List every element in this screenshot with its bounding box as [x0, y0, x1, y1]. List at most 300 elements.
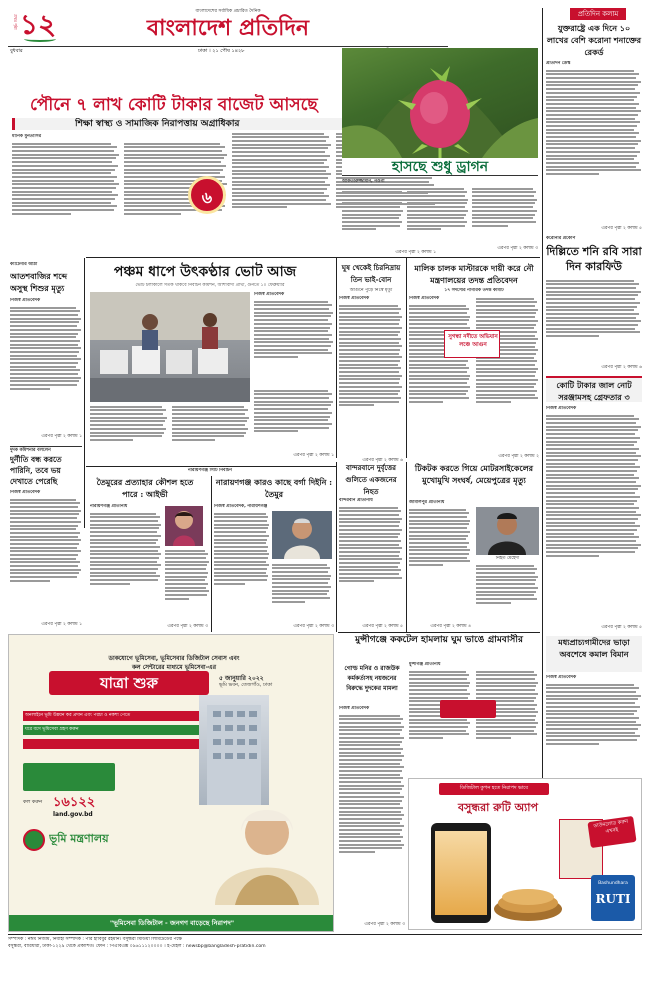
text-line: [232, 199, 326, 201]
ruti-ad[interactable]: [408, 778, 642, 930]
text-line: [339, 796, 404, 798]
text-line: [342, 206, 400, 208]
text-line: [254, 301, 328, 303]
text-line: [90, 550, 158, 552]
text-line: [254, 356, 298, 358]
text-line: [407, 228, 441, 230]
anniversary-swoosh: [24, 36, 56, 42]
band-vrule-5: [406, 462, 407, 632]
text-line: [339, 580, 374, 582]
text-line: [10, 329, 81, 331]
text-line: [10, 388, 50, 390]
land-ad-strip-2: [23, 725, 203, 735]
text-line: [409, 538, 466, 540]
text-line: [476, 722, 538, 724]
text-line: [342, 191, 402, 193]
text-line: [546, 536, 639, 538]
text-line: [339, 822, 400, 824]
sidebar-story3-byline: নিজস্ব প্রতিবেদক: [546, 406, 577, 411]
text-line: [339, 573, 399, 575]
sidebar-story1-continued: এরপর পৃষ্ঠা ২ কলাম ৫: [601, 226, 642, 231]
text-line: [409, 697, 468, 699]
text-line: [339, 401, 399, 403]
text-line: [476, 689, 535, 691]
text-line: [12, 176, 117, 178]
photo-body-col2: [407, 186, 469, 252]
land-ad-banner: [49, 671, 209, 695]
text-line: [339, 792, 400, 794]
text-line: [339, 319, 400, 321]
text-line: [12, 194, 118, 196]
text-line: [339, 397, 401, 399]
text-line: [339, 323, 399, 325]
sidebar-story4-headline: [546, 636, 642, 672]
text-line: [10, 554, 78, 556]
text-line: [546, 162, 639, 164]
text-line: [546, 551, 635, 553]
text-line: [90, 568, 158, 570]
text-line: [254, 323, 332, 325]
text-line: [90, 564, 161, 566]
lead-subhead: শিক্ষা স্বাস্থ্য ও সামাজিক নিরাপত্তায় অগ্রাধিকার: [75, 119, 240, 129]
ruti-ad-header-text: ডিজিটাল কুপন হতে নিরাপদ ভাবে: [459, 785, 529, 791]
text-line: [254, 404, 331, 406]
text-line: [10, 539, 81, 541]
election-body-col1: [254, 299, 334, 385]
text-line: [214, 564, 269, 566]
text-line: [476, 685, 536, 687]
text-line: [339, 803, 400, 805]
text-line: [12, 205, 117, 207]
text-line: [339, 510, 401, 512]
text-line: [254, 390, 328, 392]
text-line: [546, 463, 635, 465]
taimur-portrait: [272, 511, 332, 559]
text-line: [165, 587, 206, 589]
text-line: [472, 217, 533, 219]
text-line: [476, 591, 536, 593]
text-line: [214, 527, 268, 529]
text-line: [90, 424, 163, 426]
text-line: [90, 413, 163, 415]
text-line: [472, 225, 508, 227]
text-line: [476, 674, 537, 676]
text-line: [90, 435, 162, 437]
lead-body-col1: [12, 141, 120, 249]
band-rule-top: [86, 257, 540, 258]
narayanganj-headline-2: [214, 476, 334, 504]
text-line: [272, 582, 328, 584]
band-rule-3: [338, 632, 540, 633]
land-ad-cta: [23, 763, 115, 791]
land-ad[interactable]: [8, 634, 334, 932]
lead-byline: মানিক মুনতাসির: [12, 134, 42, 139]
text-line: [476, 682, 538, 684]
text-line: [546, 92, 640, 94]
text-line: [90, 417, 167, 419]
text-line: [546, 103, 639, 105]
text-line: [546, 547, 638, 549]
sidebar-story1-body: [546, 68, 642, 224]
text-line: [90, 439, 133, 441]
text-line: [409, 390, 468, 392]
sidebar-story1-byline: প্রতিদিন ডেস্ক: [546, 61, 571, 66]
text-line: [409, 685, 469, 687]
text-line: [476, 316, 535, 318]
text-line: [409, 560, 470, 562]
lead-badge-number: ৬: [201, 188, 213, 207]
text-line: [12, 180, 114, 182]
text-line: [407, 199, 468, 201]
text-line: [546, 540, 636, 542]
text-line: [546, 114, 638, 116]
text-line: [546, 533, 634, 535]
text-line: [546, 684, 634, 686]
text-line: [254, 334, 332, 336]
land-ad-portrait-illustration: [205, 785, 329, 905]
ruti-ad-phone-screen: [435, 831, 487, 915]
text-line: [546, 522, 635, 524]
teacher-body-col2: [476, 296, 539, 453]
text-line: [339, 507, 398, 509]
text-line: [339, 338, 401, 340]
munshiganj-inset: [440, 700, 496, 718]
corruption-continued: এরপর পৃষ্ঠা ২ কলাম ৬: [362, 458, 403, 463]
text-line: [546, 331, 640, 333]
text-line: [124, 172, 220, 174]
text-line: [409, 546, 467, 548]
munshiganj-body-col2: [476, 669, 539, 773]
text-line: [546, 110, 641, 112]
text-line: [476, 301, 537, 303]
photo-byline: আকতারুজ্জামান, নওগাঁ: [342, 179, 385, 184]
text-line: [546, 302, 640, 304]
text-line: [10, 550, 81, 552]
text-line: [10, 347, 81, 349]
text-line: [546, 717, 639, 719]
text-line: [339, 371, 399, 373]
text-line: [339, 386, 402, 388]
text-line: [546, 698, 638, 700]
gold-byline: নিজস্ব প্রতিবেদক: [339, 706, 370, 711]
text-line: [339, 569, 401, 571]
text-line: [546, 415, 634, 417]
text-line: [476, 693, 538, 695]
text-line: [472, 221, 536, 223]
text-line: [10, 580, 50, 582]
narayanganj-byline-1: নারায়ণগঞ্জ প্রতিনিধি: [90, 504, 128, 509]
text-line: [409, 316, 470, 318]
page-label: প্রথম পৃষ্ঠা: [13, 14, 18, 30]
text-line: [476, 594, 534, 596]
land-ad-web[interactable]: land.gov.bd: [53, 811, 93, 818]
text-line: [546, 492, 635, 494]
text-line: [10, 532, 80, 534]
text-line: [339, 840, 401, 842]
text-line: [10, 321, 79, 323]
text-line: [339, 342, 399, 344]
text-line: [90, 546, 160, 548]
text-line: [339, 766, 404, 768]
text-line: [232, 162, 324, 164]
accident-photo-caption: নিহত মেহেদী: [495, 556, 520, 561]
text-line: [232, 203, 331, 205]
text-line: [165, 576, 207, 578]
text-line: [339, 807, 403, 809]
text-line: [10, 384, 77, 386]
text-line: [90, 572, 156, 574]
land-ad-strip-1: [23, 711, 203, 721]
text-line: [339, 833, 400, 835]
text-line: [476, 309, 538, 311]
text-line: [214, 583, 245, 585]
text-line: [546, 739, 637, 741]
text-line: [476, 394, 535, 396]
election-headline: পঞ্চম ধাপে উৎকণ্ঠার ভোট আজ: [113, 264, 297, 280]
sidebar-story2-body: [546, 278, 642, 364]
text-line: [339, 562, 400, 564]
text-line: [546, 173, 599, 175]
text-line: [10, 325, 77, 327]
text-line: [339, 533, 400, 535]
masthead-tagline: বাংলাদেশের সর্বাধিক প্রচারিত দৈনিক: [195, 9, 261, 14]
text-line: [232, 159, 327, 161]
flood-headline-text: বান্দরবানে দুর্বৃত্তের গুলিতে একজনের নিহত: [345, 463, 397, 496]
sidebar-story2-continued: এরপর পৃষ্ঠা ২ কলাম ৬: [601, 365, 642, 370]
text-line: [409, 509, 466, 511]
accident-photo-illustration: [476, 507, 539, 555]
text-line: [10, 506, 78, 508]
text-line: [254, 327, 330, 329]
photo-body-col3: [472, 186, 538, 246]
text-line: [409, 375, 470, 377]
text-line: [476, 572, 535, 574]
text-line: [546, 70, 634, 72]
election-photo: [90, 292, 250, 402]
text-line: [172, 424, 245, 426]
text-line: [10, 561, 80, 563]
narayanganj-continued-1: এরপর পৃষ্ঠা ২ কলাম ৩: [167, 624, 208, 629]
sidebar-story3-headline: [546, 379, 642, 403]
text-line: [339, 375, 402, 377]
ruti-ad-header: [439, 783, 549, 795]
text-line: [90, 557, 159, 559]
text-line: [546, 143, 638, 145]
text-line: [254, 430, 298, 432]
text-line: [10, 528, 76, 530]
text-line: [409, 523, 469, 525]
text-line: [339, 334, 398, 336]
dateline-bn: ঢাকা । ২১ পৌষ ১৪২৮: [198, 48, 245, 54]
text-line: [407, 221, 467, 223]
text-line: [254, 315, 331, 317]
text-line: [546, 724, 641, 726]
text-line: [12, 198, 115, 200]
text-line: [90, 542, 156, 544]
corruption-subhead: আগুনে পুড়ে নিঃস্ব মৃত্যু: [349, 288, 393, 293]
text-line: [546, 728, 638, 730]
text-line: [165, 583, 208, 585]
land-ad-emblem: [23, 829, 45, 851]
text-line: [165, 568, 206, 570]
land-ad-venue: ভূমি ভবন, তেজগাঁও, ঢাকা: [219, 682, 273, 688]
text-line: [10, 358, 81, 360]
text-line: [339, 404, 374, 406]
text-line: [409, 557, 467, 559]
sidebar-story2-headline-text: দিল্লিতে শনি রবি সারা দিন কারফিউ: [546, 245, 642, 273]
text-line: [546, 317, 636, 319]
narayanganj-body-2b: [272, 562, 332, 622]
text-line: [272, 564, 327, 566]
text-line: [409, 722, 470, 724]
text-line: [10, 502, 80, 504]
text-line: [546, 732, 635, 734]
text-line: [90, 524, 161, 526]
text-line: [476, 568, 537, 570]
text-line: [339, 305, 398, 307]
text-line: [546, 706, 640, 708]
text-line: [409, 512, 469, 514]
munshiganj-headline-text: মুন্সীগঞ্জে ককটেল হামলায় ঘুম ভাঙে গ্রামবাসীর: [355, 635, 523, 645]
teacher-byline: নিজস্ব প্রতিবেদক: [409, 296, 440, 301]
text-line: [214, 568, 267, 570]
text-line: [90, 409, 166, 411]
text-line: [339, 349, 400, 351]
text-line: [407, 206, 465, 208]
text-line: [90, 561, 157, 563]
sidebar-story4-headline-text: মধ্যপ্রাচ্যগামীদের ভাড়া অবশেষে কমাল বিমান: [558, 637, 630, 659]
text-line: [339, 521, 400, 523]
text-line: [546, 84, 638, 86]
text-line: [546, 433, 635, 435]
ruti-ad-logo-product: RUTI: [595, 892, 631, 906]
text-line: [339, 847, 402, 849]
photo-headline-bar: [342, 158, 538, 176]
text-line: [476, 579, 536, 581]
text-line: [254, 345, 331, 347]
sidebar-story1-headline: [546, 22, 642, 58]
ruti-ad-download-button[interactable]: [587, 816, 636, 848]
text-line: [214, 561, 266, 563]
text-line: [409, 378, 469, 380]
accident-photo: [476, 507, 539, 555]
text-line: [90, 513, 156, 515]
text-line: [546, 107, 636, 109]
text-line: [339, 748, 403, 750]
text-line: [90, 579, 158, 581]
text-line: [342, 210, 403, 212]
ivy-portrait-illustration: [165, 506, 203, 546]
text-line: [546, 166, 636, 168]
text-line: [12, 165, 118, 167]
text-line: [546, 485, 641, 487]
text-line: [90, 420, 165, 422]
ivy-portrait: [165, 506, 203, 546]
election-body-col3: [172, 404, 250, 458]
text-line: [546, 488, 638, 490]
text-line: [339, 818, 402, 820]
text-line: [214, 579, 267, 581]
left-col-divider: [84, 258, 85, 528]
text-line: [232, 195, 329, 197]
sidebar-story2-headline: [546, 244, 642, 274]
text-line: [546, 555, 599, 557]
text-line: [339, 327, 402, 329]
text-line: [546, 169, 641, 171]
narayanganj-headline-2-text: নারায়ণগঞ্জ কারও কাছে বর্গা দিইনি : তৈমুর: [215, 477, 333, 499]
text-line: [272, 597, 330, 599]
narayanganj-body-2a: [214, 511, 270, 623]
text-line: [254, 341, 333, 343]
text-line: [476, 320, 538, 322]
text-line: [339, 829, 402, 831]
text-line: [232, 170, 326, 172]
text-line: [10, 558, 76, 560]
text-line: [546, 147, 635, 149]
text-line: [90, 406, 162, 408]
text-line: [339, 844, 404, 846]
text-line: [546, 426, 641, 428]
text-line: [342, 195, 400, 197]
text-line: [339, 316, 402, 318]
text-line: [254, 308, 329, 310]
text-line: [272, 571, 328, 573]
text-line: [546, 324, 638, 326]
text-line: [476, 386, 534, 388]
text-line: [409, 520, 470, 522]
text-line: [409, 719, 467, 721]
text-line: [10, 340, 80, 342]
text-line: [546, 96, 637, 98]
text-line: [254, 419, 328, 421]
text-line: [546, 73, 639, 75]
left-kicker: ক্যাটেগরি আঠা: [10, 262, 38, 267]
text-line: [409, 553, 469, 555]
text-line: [214, 535, 269, 537]
text-line: [339, 788, 402, 790]
text-line: [476, 397, 538, 399]
footer-line-2: বসুন্ধরা, বারিধারা, ঢাকা-১২২৯ থেকে প্রকাশিত। ফোন : পিএবিএক্স ০৯৬১১১২০০০০ । ই-মেইল : newsbp@bangladesh-pratidin.com: [8, 944, 266, 949]
text-line: [272, 593, 327, 595]
text-line: [476, 305, 535, 307]
text-line: [10, 517, 77, 519]
land-ad-strip-2-text: ঘরে বসে ভূমিসেবা গ্রহণ করুন: [25, 727, 79, 732]
text-line: [339, 529, 402, 531]
text-line: [546, 470, 637, 472]
text-line: [409, 305, 466, 307]
text-line: [339, 763, 400, 765]
text-line: [342, 214, 401, 216]
photo-continued: এরপর পৃষ্ঠা ২ কলাম ৩: [497, 246, 538, 251]
masthead-title: বাংলাদেশ প্রতিদিন: [146, 15, 310, 41]
text-line: [10, 547, 77, 549]
text-line: [214, 575, 268, 577]
text-line: [546, 320, 641, 322]
band-vrule-1: [336, 258, 337, 458]
dragon-fruit-illustration: [342, 48, 538, 158]
text-line: [342, 217, 399, 219]
text-line: [10, 521, 81, 523]
text-line: [546, 514, 641, 516]
text-line: [90, 527, 159, 529]
text-line: [165, 553, 208, 555]
text-line: [10, 344, 78, 346]
text-line: [339, 726, 404, 728]
dateline-day: বুধবার: [10, 48, 23, 54]
sidebar-story3-continued: এরপর পৃষ্ঠা ২ কলাম ৫: [601, 625, 642, 630]
text-line: [10, 333, 78, 335]
text-line: [342, 225, 400, 227]
